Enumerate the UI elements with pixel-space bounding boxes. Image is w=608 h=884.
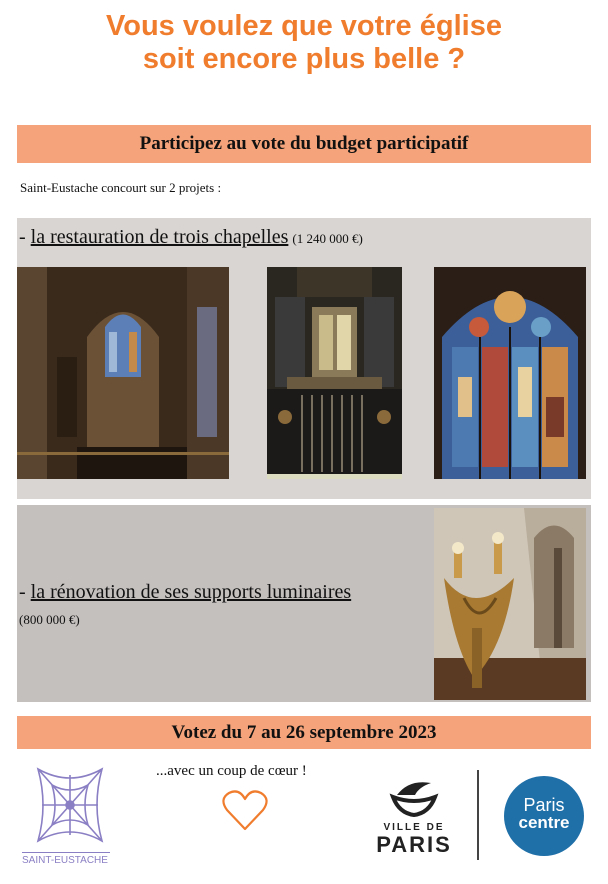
headline-line-1: Vous voulez que votre église <box>106 10 502 42</box>
project2-dash: - <box>19 581 31 603</box>
heart-outline-icon <box>221 789 269 833</box>
ville-de-text: VILLE DE <box>383 822 445 833</box>
ville-de-paris-ship-logo <box>389 775 439 817</box>
stained-glass-photo <box>434 267 586 479</box>
logo-divider <box>477 770 479 860</box>
candelabra-photo <box>434 508 586 700</box>
vote-dates-banner: Votez du 7 au 26 septembre 2023 <box>17 716 591 749</box>
paris-centre-text-2: centre <box>518 813 570 832</box>
project1-heading <box>19 226 363 249</box>
participate-banner: Participez au vote du budget participatif <box>17 125 591 163</box>
intro-text: Saint-Eustache concourt sur 2 projets : <box>20 180 222 195</box>
tagline: ...avec un coup de cœur ! <box>156 763 307 779</box>
project2-amount: (800 000 €) <box>19 612 80 627</box>
project2-title: la rénovation de ses supports luminaires <box>30 581 352 603</box>
project1-title: la restauration de trois chapelles <box>30 226 289 248</box>
headline-line-2: soit encore plus belle ? <box>142 43 466 75</box>
headline <box>0 10 608 76</box>
chapel-photo-2 <box>267 267 402 479</box>
saint-eustache-vault-logo <box>22 765 118 845</box>
paris-centre-logo <box>504 776 584 856</box>
project1-dash: - <box>19 226 31 248</box>
paris-centre-text-1: Paris <box>523 795 565 815</box>
project2-heading <box>19 581 351 604</box>
ville-de-paris-logo <box>368 775 460 865</box>
paris-text: PARIS <box>376 832 452 857</box>
chapel-photo-1 <box>17 267 229 479</box>
saint-eustache-logo <box>22 765 118 866</box>
saint-eustache-logo-text: SAINT-EUSTACHE <box>22 855 108 866</box>
project1-amount: (1 240 000 €) <box>292 231 363 246</box>
